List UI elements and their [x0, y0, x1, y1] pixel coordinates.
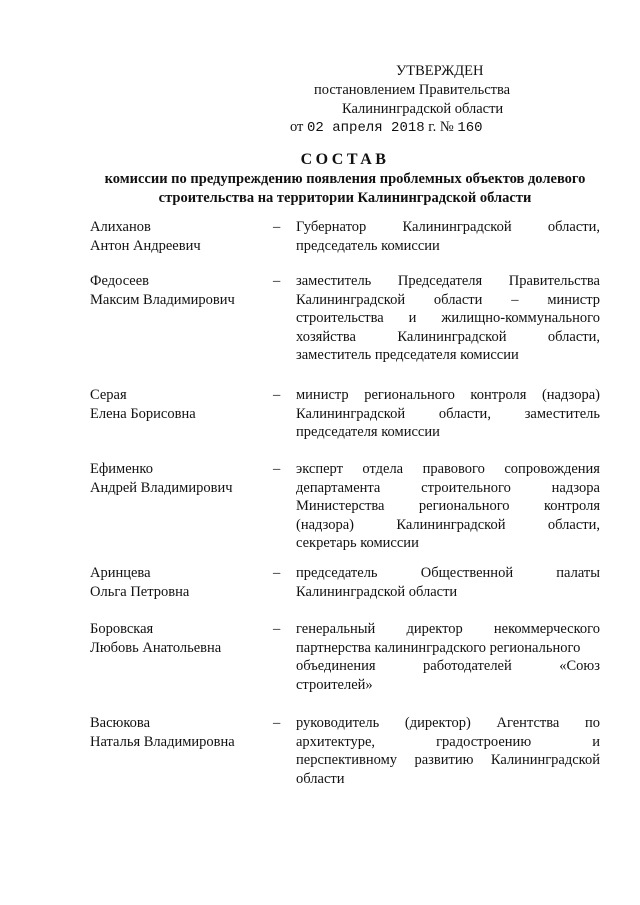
- member-role-word: хозяйства: [296, 328, 356, 345]
- member-given-name: Наталья Владимировна: [90, 733, 235, 750]
- member-role-word: области,: [438, 405, 491, 422]
- member-name: [90, 714, 265, 751]
- member-role-line: [296, 639, 600, 658]
- member-role-line: [296, 676, 600, 695]
- member-role-word: министр: [547, 291, 600, 308]
- document-title: [90, 150, 600, 208]
- member-role-word: регионального: [364, 387, 455, 403]
- member-dash: –: [273, 565, 281, 581]
- member-role-word: области,: [547, 516, 600, 533]
- member-role: [296, 714, 600, 788]
- decree-line-1: постановлением Правительства: [314, 82, 511, 98]
- member-role-word: председатель комиссии: [296, 237, 440, 254]
- member-role-line: [296, 423, 600, 442]
- member-role-word: министр: [296, 387, 349, 403]
- member-role-word: по: [584, 715, 600, 731]
- member-role: [296, 272, 600, 365]
- member-role-word: и: [592, 733, 600, 750]
- member-role-word: Общественной: [420, 565, 514, 581]
- member-role-word: Губернатор: [296, 219, 367, 235]
- member-role-line: [296, 272, 600, 291]
- member-role: [296, 564, 600, 601]
- member-role-word: и: [408, 310, 417, 326]
- member-role-word: Агентства: [496, 715, 560, 731]
- member-role-word: области: [433, 291, 483, 308]
- member-given-name: Антон Андреевич: [90, 237, 201, 254]
- title-line-1: комиссии по предупреждению появления проблемных объектов долевого: [104, 171, 586, 187]
- member-role: [296, 218, 600, 255]
- member-role-word: градостроению: [436, 733, 532, 750]
- member-role-word: регионального: [418, 498, 510, 514]
- member-role-word: жилищно-коммунального: [441, 310, 600, 326]
- member-name: [90, 620, 265, 657]
- member-role-word: –: [511, 291, 519, 308]
- member-role-word: генеральный: [296, 621, 376, 637]
- member-role-word: перспективному: [296, 752, 398, 768]
- member-role-word: области: [296, 770, 345, 787]
- member-role-line: [296, 516, 600, 535]
- member-surname: Боровская: [90, 621, 154, 637]
- member-role-word: строителей»: [296, 676, 373, 693]
- member-role-word: директор: [406, 621, 463, 637]
- member-role: [296, 386, 600, 442]
- member-surname: Васюкова: [90, 715, 151, 731]
- member-role-line: [296, 309, 600, 328]
- member-dash: –: [273, 715, 281, 731]
- decree-date: 02 апреля 2018: [307, 120, 425, 136]
- member-role-word: «Союз: [559, 658, 600, 674]
- decree-date-line: [290, 118, 483, 138]
- member-given-name: Елена Борисовна: [90, 405, 196, 422]
- member-role-word: Калининградской: [296, 405, 406, 422]
- member-role-line: [296, 714, 600, 733]
- member-role-word: надзора: [551, 479, 600, 496]
- title-main: СОСТАВ: [300, 151, 390, 168]
- member-role-line: [296, 328, 600, 347]
- title-line-2: строительства на территории Калининградской области: [158, 190, 532, 206]
- member-given-name: Ольга Петровна: [90, 583, 190, 600]
- member-role-line: [296, 291, 600, 310]
- member-role-word: области,: [547, 219, 600, 235]
- member-dash: –: [273, 461, 281, 477]
- member-dash: –: [273, 273, 281, 289]
- decree-prefix: от: [290, 119, 304, 135]
- member-role-line: [296, 460, 600, 479]
- member-role-word: контроля: [543, 498, 600, 514]
- member-role-word: Калининградской: [490, 752, 600, 768]
- member-role-word: Министерства: [296, 498, 385, 514]
- member-role-word: председателя комиссии: [296, 424, 440, 440]
- member-role: [296, 460, 600, 553]
- member-role-word: контроля: [470, 387, 527, 403]
- member-role-word: Калининградской: [397, 328, 507, 345]
- member-role-word: департамента: [296, 479, 381, 496]
- member-role-word: работодателей: [423, 658, 512, 674]
- member-dash: –: [273, 387, 281, 403]
- member-surname: Федосеев: [90, 273, 150, 289]
- member-role-word: Калининградской: [396, 516, 506, 533]
- decree-line-2: Калининградской области: [342, 101, 504, 117]
- member-role-word: архитектуре,: [296, 733, 376, 750]
- member-role-word: строительного: [421, 479, 511, 496]
- member-role-line: [296, 751, 600, 770]
- member-role-line: [296, 479, 600, 498]
- member-role-word: строительства: [296, 310, 384, 326]
- member-role-word: развитию: [414, 752, 474, 768]
- member-surname: Серая: [90, 387, 127, 403]
- member-role-word: заместитель: [296, 273, 372, 289]
- member-role-word: руководитель: [296, 715, 380, 731]
- member-role-line: [296, 733, 600, 752]
- member-name: [90, 218, 265, 255]
- member-role-line: [296, 218, 600, 237]
- member-role-line: [296, 497, 600, 516]
- member-role-line: [296, 237, 600, 256]
- member-role-word: председатель: [296, 565, 378, 581]
- member-role-line: [296, 346, 600, 365]
- member-dash: –: [273, 621, 281, 637]
- member-role-word: (надзора): [541, 387, 600, 403]
- member-role-word: Калининградской: [296, 291, 406, 308]
- member-given-name: Максим Владимирович: [90, 291, 235, 308]
- member-role-word: заместитель председателя комиссии: [296, 347, 519, 363]
- member-role-line: [296, 386, 600, 405]
- member-role-word: правового: [422, 461, 485, 477]
- member-role-word: Председателя: [397, 273, 483, 289]
- member-surname: Ефименко: [90, 461, 153, 477]
- member-role-word: объединения: [296, 658, 376, 674]
- member-name: [90, 272, 265, 309]
- member-role-word: палаты: [556, 565, 600, 581]
- member-role-word: области,: [547, 328, 600, 345]
- approved-stamp: УТВЕРЖДЕН: [396, 63, 484, 79]
- member-role-line: [296, 620, 600, 639]
- decree-year-suffix: г. №: [428, 119, 454, 135]
- member-given-name: Любовь Анатольевна: [90, 639, 222, 656]
- member-role-word: Правительства: [508, 273, 600, 289]
- member-role-word: эксперт: [296, 461, 343, 477]
- member-role-line: [296, 583, 600, 602]
- member-role-line: [296, 405, 600, 424]
- member-role-word: некоммерческого: [493, 621, 600, 637]
- member-role-word: секретарь комиссии: [296, 535, 419, 551]
- member-dash: –: [273, 219, 281, 235]
- member-given-name: Андрей Владимирович: [90, 479, 233, 496]
- member-name: [90, 564, 265, 601]
- member-role-word: отдела: [362, 461, 404, 477]
- decree-number: 160: [457, 120, 483, 136]
- member-role-word: сопровождения: [504, 461, 600, 477]
- member-role-word: заместитель: [524, 405, 600, 422]
- member-role-word: Калининградской области: [296, 583, 458, 600]
- member-role-word: партнерства калининградского регионального: [296, 639, 581, 656]
- member-role-line: [296, 534, 600, 553]
- member-role-word: Калининградской: [402, 219, 512, 235]
- member-role-line: [296, 564, 600, 583]
- member-role-word: (надзора): [296, 516, 354, 533]
- member-name: [90, 386, 265, 423]
- member-role: [296, 620, 600, 694]
- member-role-line: [296, 657, 600, 676]
- member-surname: Аринцева: [90, 565, 151, 581]
- member-role-word: (директор): [404, 715, 471, 731]
- member-role-line: [296, 770, 600, 789]
- member-surname: Алиханов: [90, 219, 151, 235]
- member-name: [90, 460, 265, 497]
